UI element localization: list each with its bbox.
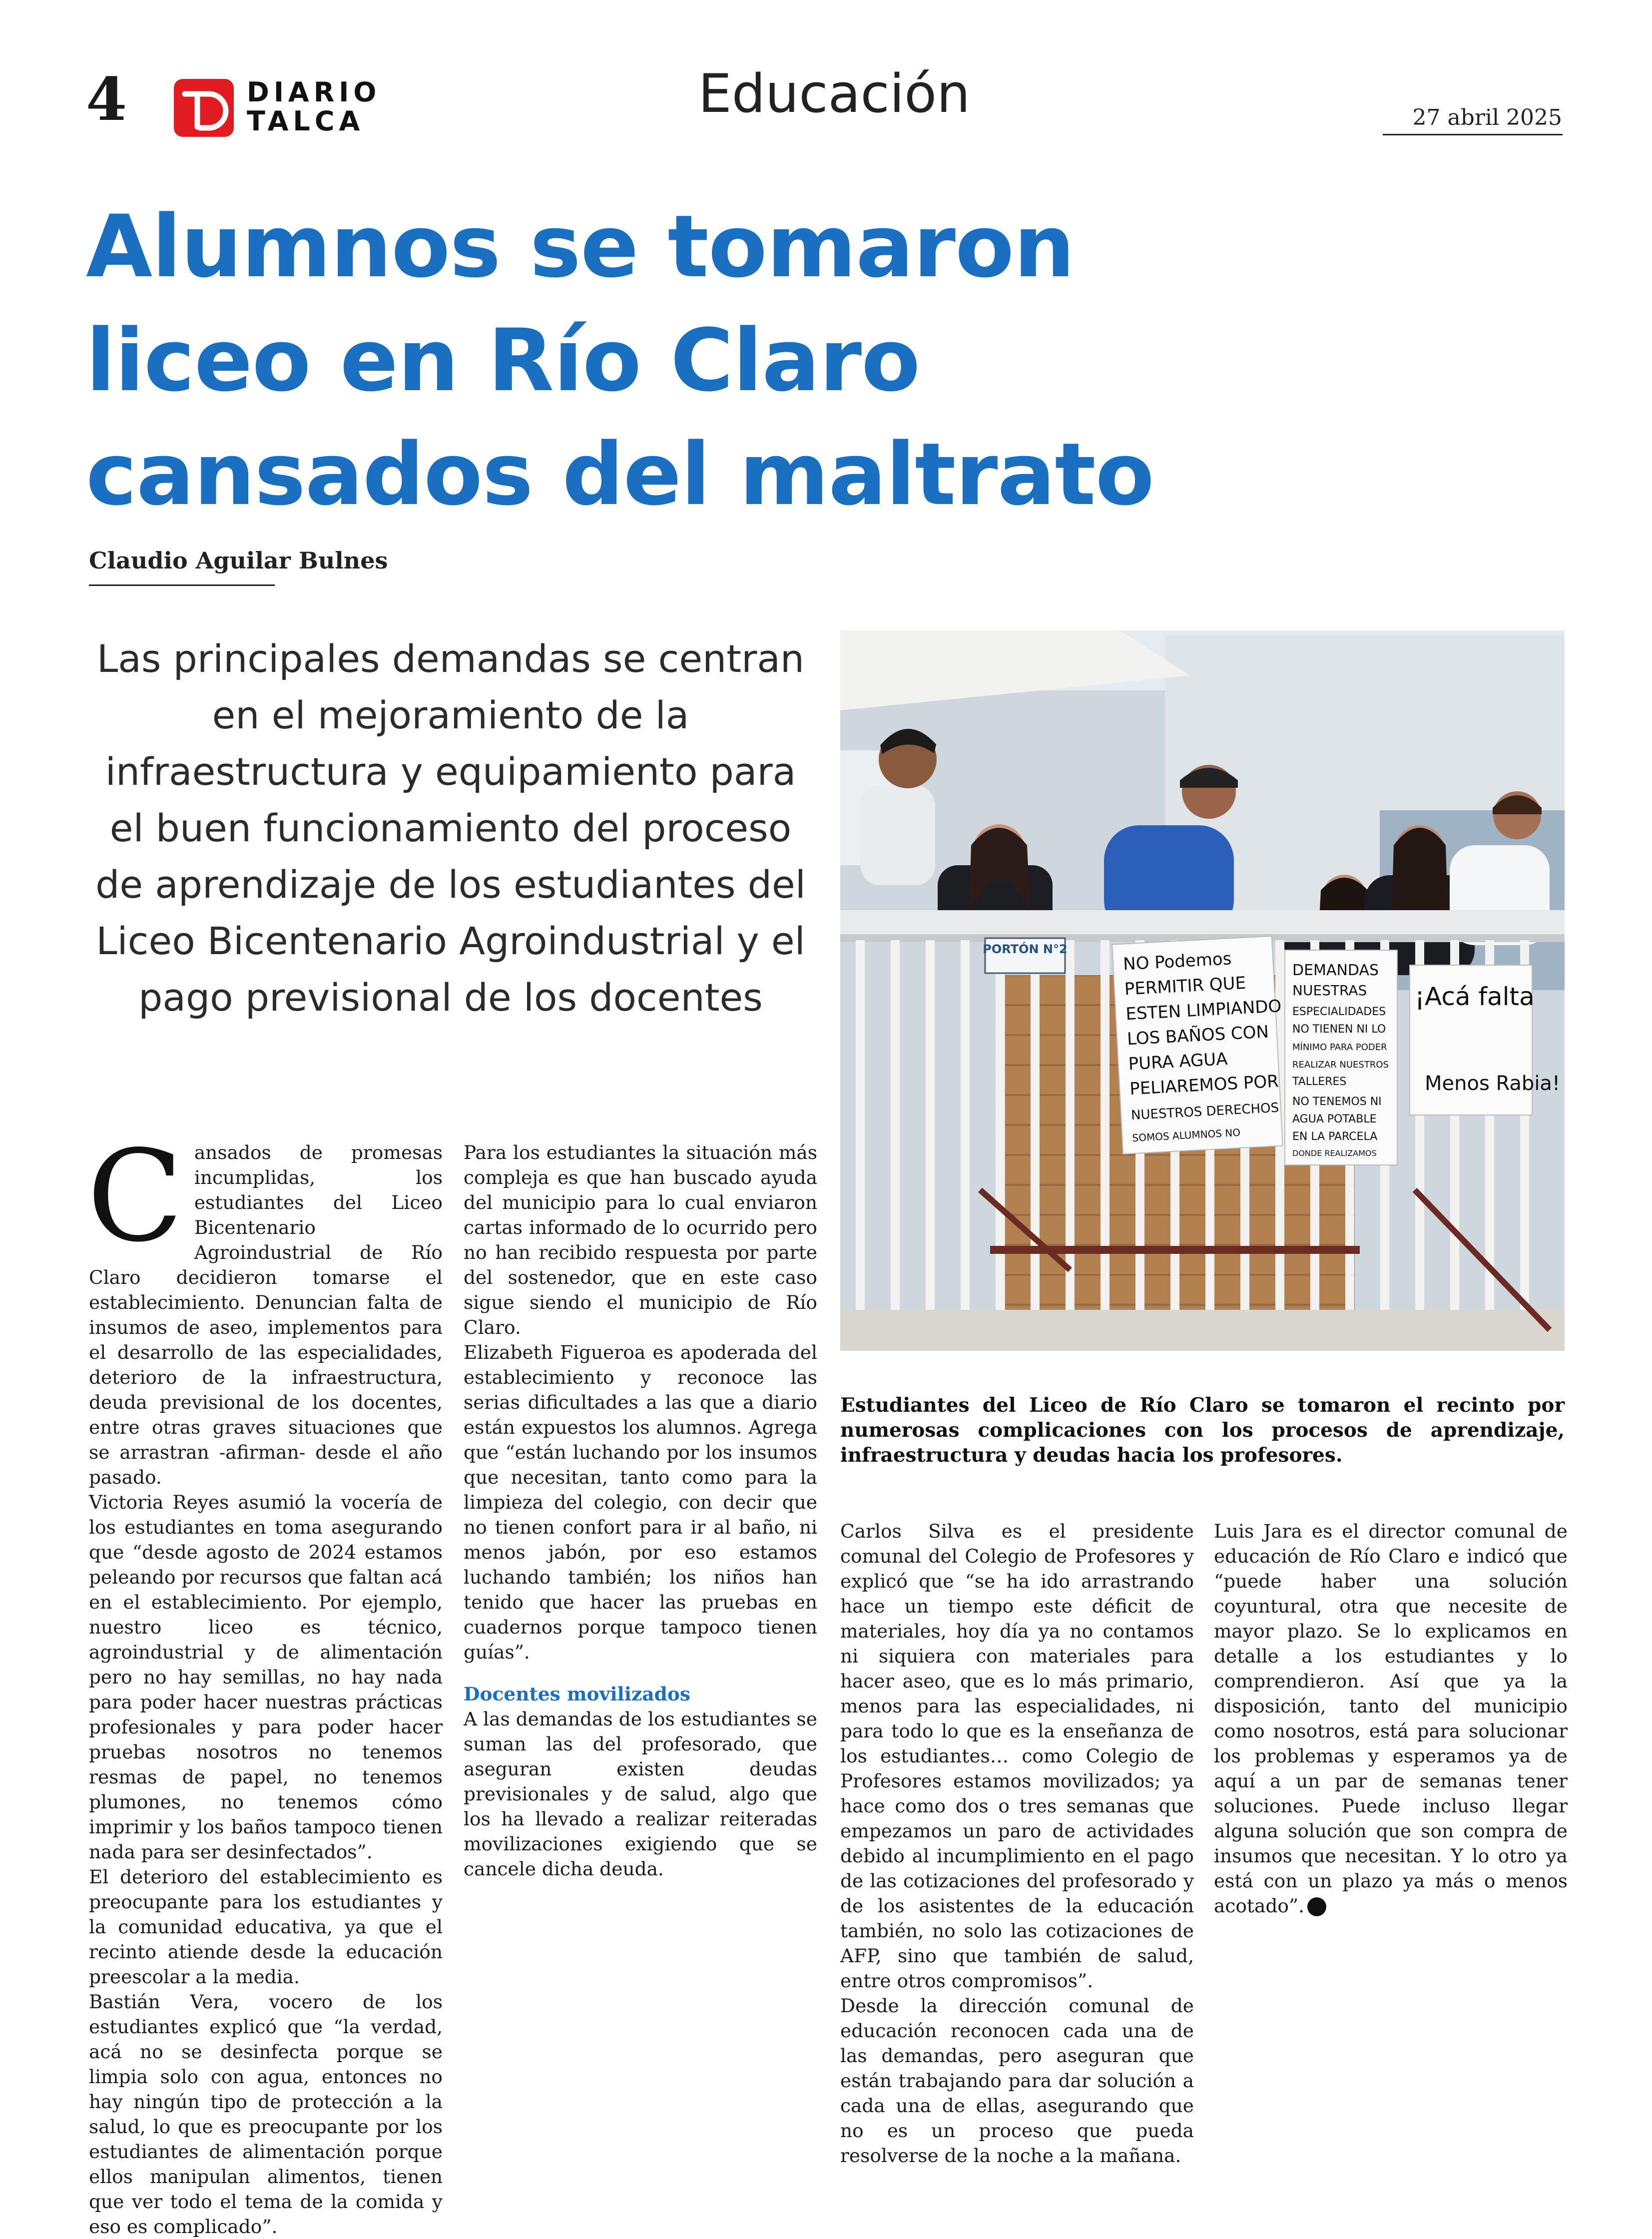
- deck: Las principales demandas se centran en el mejoramiento de la infraestructura y equipamiento para el buen funcionamiento del proceso de aprendizaje de los estudiantes del Liceo Bicentenario Agroindustrial y el pago previsional de los docentes: [95, 636, 806, 1020]
- photo-caption: Estudiantes del Liceo de Río Claro se tomaron el recinto por numerosas complicaciones con los procesos de aprendizaje, infraestructura y deudas hacia los profesores.: [840, 1394, 1565, 1467]
- subhead-docentes: Docentes movilizados: [464, 1683, 690, 1705]
- sign1-line-4: LOS BAÑOS CON: [1126, 1022, 1269, 1050]
- sign2-line-6: REALIZAR NUESTROS: [1292, 1060, 1389, 1070]
- diario-talca-logo: [174, 75, 384, 140]
- sign2-line-7: TALLERES: [1292, 1076, 1347, 1088]
- byline: Claudio Aguilar Bulnes: [89, 547, 388, 574]
- sign1-line-2: PERMITIR QUE: [1123, 973, 1247, 1000]
- sign1-line-6: PELIAREMOS POR: [1129, 1071, 1279, 1100]
- sign2-line-1: DEMANDAS: [1292, 962, 1379, 979]
- logo-line-diario: DIARIO: [247, 76, 381, 108]
- page-number: 4: [86, 64, 127, 134]
- gate-plate-text: PORTÓN N°2: [983, 942, 1068, 956]
- article-column-3: [840, 1519, 1194, 2168]
- paragraph-7: A las demandas de los estudiantes se suman las del profesorado, que aseguran existen deudas previsionales y de salud, algo que los ha llevado a realizar reiteradas movilizaciones exigiendo que se cancele dicha deuda.: [464, 1708, 817, 1880]
- sign1-line-5: PURA AGUA: [1127, 1049, 1228, 1075]
- paragraph-4: Bastián Vera, vocero de los estudiantes explicó que “la verdad, acá no se desinfecta porque se limpia solo con agua, entonces no hay ningún tipo de protección a la salud, lo que es preocupante por los estudiantes de alimentación porque ellos manipulan alimentos, tienen que ver todo el tema de la comida y eso es complicado”.: [89, 1991, 443, 2238]
- sign2-line-10: EN LA PARCELA: [1292, 1130, 1378, 1143]
- article-column-1: [87, 1123, 443, 2239]
- sign2-line-4: NO TIENEN NI LO: [1292, 1023, 1386, 1036]
- article-column-4: [1214, 1519, 1568, 1918]
- end-of-article-icon: [1307, 1897, 1326, 1916]
- issue-date: 27 abril 2025: [1412, 105, 1562, 130]
- paragraph-10: Luis Jara es el director comunal de educación de Río Claro e indicó que “puede haber una solución coyuntural, otra que necesite de mayor plazo. Se lo explicamos en detalle a los estudiantes y lo comprendieron. Así que ya la disposición, tanto del municipio como nosotros, está para solucionar los problemas y esperamos ya de aquí a un par de semanas tener soluciones. Puede incluso llegar alguna solución que son compra de insumos que necesitan. Y lo otro ya está con un plazo ya más o menos acotado”.: [1214, 1520, 1568, 1917]
- sign2-line-5: MÍNIMO PARA PODER: [1292, 1042, 1387, 1053]
- logo-wordmark: [247, 78, 381, 136]
- paragraph-1: ansados de promesas incumplidas, los estudiantes del Liceo Bicentenario Agroindustrial de Río Claro decidieron tomarse el establecimiento. Denuncian falta de insumos de aseo, implementos para el desarrollo de las especialidades, deterioro de la infraestructura, deuda previsional de los docentes, entre otras graves situaciones que se arrastran -afirman- desde el año pasado.: [89, 1141, 443, 1488]
- sign2-line-8: NO TENEMOS NI: [1292, 1096, 1382, 1108]
- article-photo: [840, 630, 1565, 1351]
- date-rule: [1383, 134, 1563, 135]
- headline: Alumnos se tomaron liceo en Río Claro cansados del maltrato: [86, 196, 1154, 525]
- sign3-line-1: ¡Acá falta: [1415, 982, 1535, 1011]
- drop-cap: C: [87, 1123, 183, 1270]
- paragraph-5: Para los estudiantes la situación más compleja es que han buscado ayuda del municipio para lo cual enviaron cartas informado de lo ocurrido pero no han recibido respuesta por parte del sostenedor, que en este caso sigue siendo el municipio de Río Claro.: [464, 1141, 817, 1338]
- section-title: Educación: [698, 63, 971, 124]
- paragraph-6: Elizabeth Figueroa es apoderada del establecimiento y reconoce las serias dificultades a las que a diario están expuestos los alumnos. Agrega que “están luchando por los insumos que necesitan, tanto como para la limpieza del colegio, con decir que no tienen confort para ir al baño, ni menos jabón, por eso estamos luchando también; los niños han tenido que hacer las pruebas en cuadernos porque tampoco tienen guías”.: [464, 1341, 817, 1663]
- sign2-line-2: NUESTRAS: [1292, 982, 1367, 999]
- sign2-line-11: DONDE REALIZAMOS: [1292, 1148, 1377, 1158]
- byline-rule: [89, 584, 275, 586]
- logo-mark-icon: [174, 79, 234, 137]
- sign1-line-3: ESTEN LIMPIANDO: [1125, 996, 1282, 1025]
- sign1-line-8: SOMOS ALUMNOS NO: [1131, 1126, 1241, 1144]
- paragraph-9: Desde la dirección comunal de educación reconocen cada una de las demandas, pero aseguran que están trabajando para dar solución a cada una de ellas, asegurando que no es un proceso que pueda resolverse de la noche a la mañana.: [840, 1995, 1194, 2167]
- sign1-line-1: NO Podemos: [1122, 949, 1232, 975]
- logo-line-talca: TALCA: [247, 105, 365, 137]
- paragraph-2: Victoria Reyes asumió la vocería de los estudiantes en toma asegurando que “desde agosto de 2024 estamos peleando por recursos que faltan acá en el establecimiento. Por ejemplo, nuestro liceo es técnico, agroindustrial y de alimentación pero no hay semillas, no hay nada para poder hacer nuestras prácticas profesionales y para poder hacer pruebas nosotros no tenemos resmas de papel, no tenemos plumones, no tenemos cómo imprimir y los baños tampoco tienen nada para ser desinfectados”.: [89, 1491, 443, 1863]
- sign2-line-9: AGUA POTABLE: [1292, 1113, 1377, 1125]
- sign2-line-3: ESPECIALIDADES: [1292, 1006, 1386, 1018]
- paragraph-8: Carlos Silva es el presidente comunal del Colegio de Profesores y explicó que “se ha ido arrastrando hace un tiempo este déficit de materiales, hoy día ya no contamos ni siquiera con materiales para hacer aseo, que es lo más primario, menos para las especialidades, ni para todo lo que es la enseñanza de los estudiantes… como Colegio de Profesores estamos movilizados; ya hace como dos o tres semanas que empezamos un paro de actividades debido al incumplimiento en el pago de las cotizaciones del profesorado y de los asistentes de la educación también, no solo las cotizaciones de AFP, sino que también de salud, entre otros compromisos”.: [840, 1520, 1194, 1992]
- sign1-line-7: NUESTROS DERECHOS: [1130, 1100, 1279, 1123]
- paragraph-3: El deterioro del establecimiento es preocupante para los estudiantes y la comunidad educativa, ya que el recinto atiende desde la educación preescolar a la media.: [89, 1866, 443, 1988]
- article-column-2: [464, 1140, 817, 1881]
- sign3-line-2: Menos Rabia!: [1425, 1072, 1560, 1095]
